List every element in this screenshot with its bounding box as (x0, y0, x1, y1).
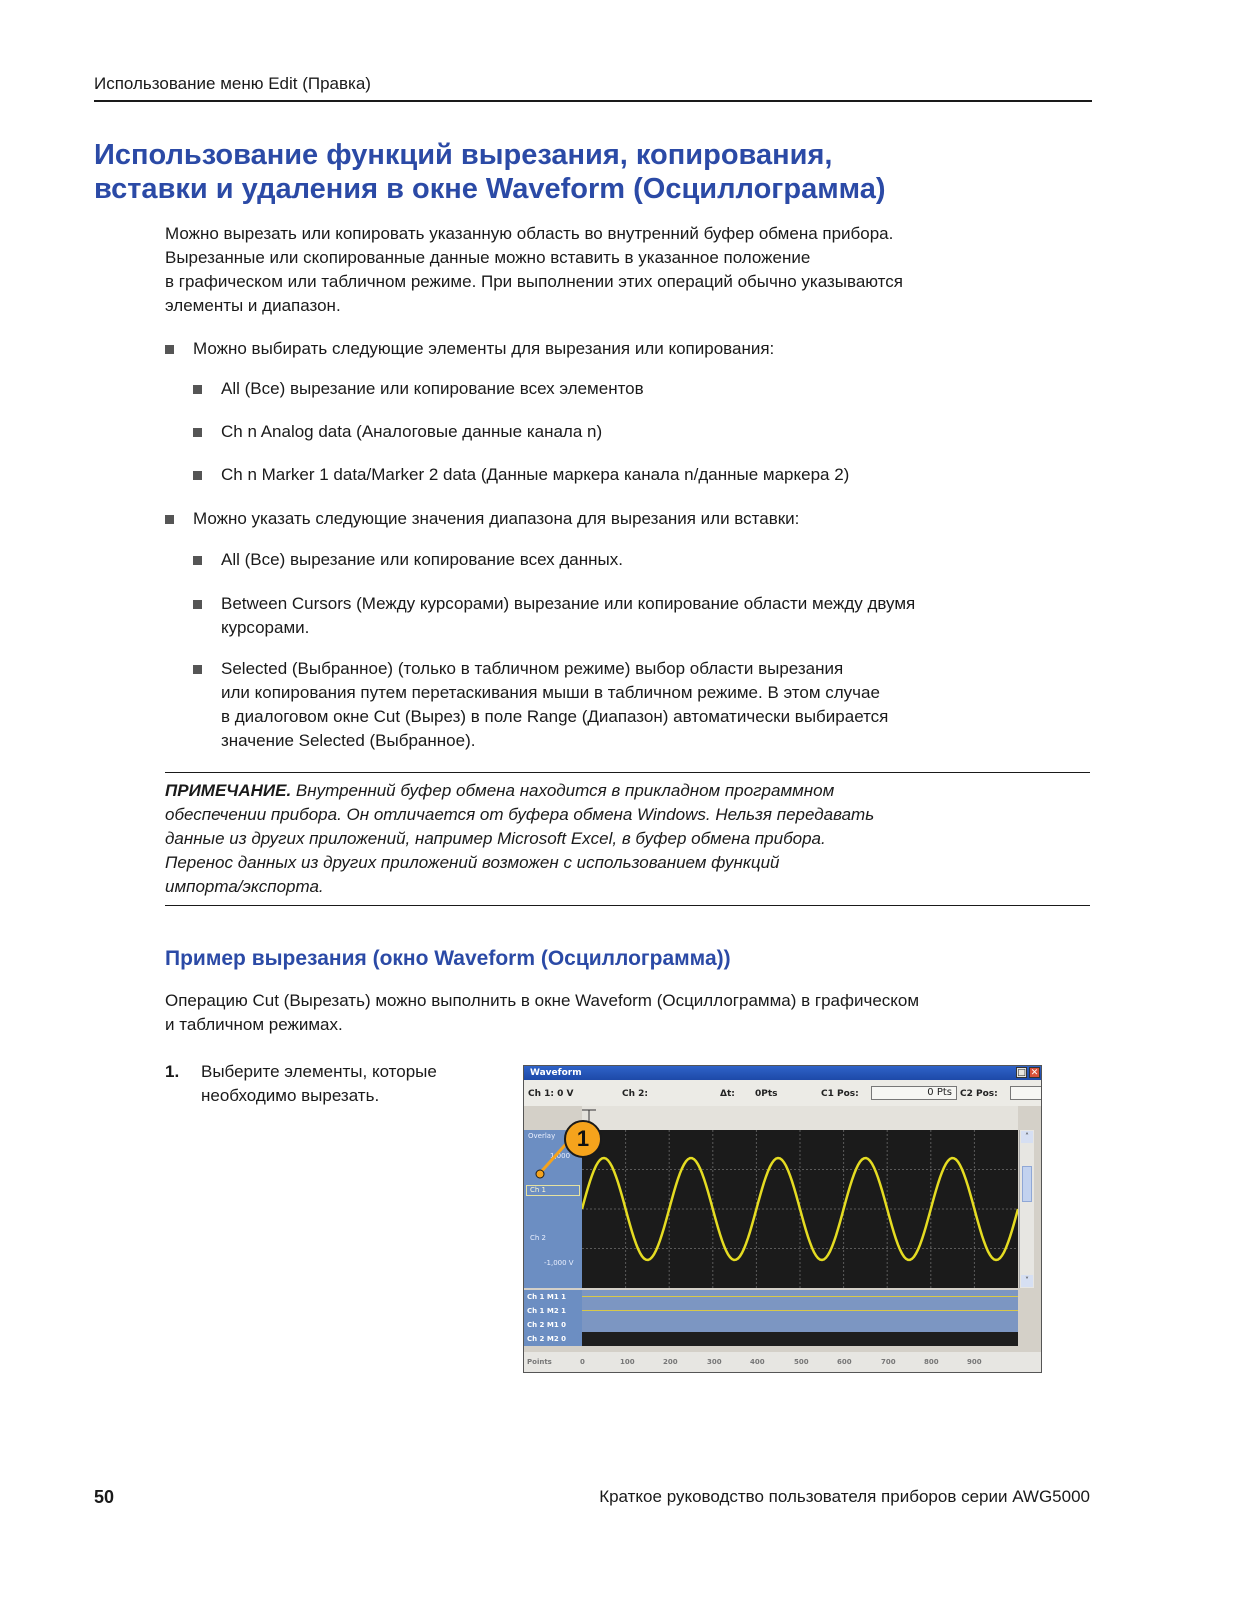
axis-tick: 900 (967, 1358, 982, 1366)
scale-bottom-label: -1,000 V (544, 1259, 574, 1267)
bullet-square-icon (193, 385, 202, 394)
scroll-up-icon[interactable]: ˄ (1021, 1131, 1033, 1143)
marker-label: Ch 1 M2 1 (524, 1304, 582, 1318)
cursor-gutter[interactable] (582, 1106, 1018, 1130)
bullet-square-icon (193, 428, 202, 437)
callout-badge: 1 (564, 1120, 602, 1158)
intro-paragraph (165, 222, 1065, 318)
running-header: Использование меню Edit (Правка) (94, 72, 1092, 102)
c2-pos-label: C2 Pos: (960, 1089, 998, 1099)
list-item-text: Ch n Analog data (Аналоговые данные канала n) (221, 422, 603, 441)
list-item-text: Можно указать следующие значения диапазона для вырезания или вставки: (193, 509, 800, 528)
list-item (165, 337, 1065, 361)
step-line: необходимо вырезать. (201, 1086, 380, 1105)
note-line: Перенос данных из других приложений возможен с использованием функций (165, 853, 780, 872)
list-item-line: Selected (Выбранное) (только в табличном режиме) выбор области вырезания (221, 659, 844, 678)
bullet-square-icon (193, 665, 202, 674)
section-line: и табличном режимах. (165, 1015, 343, 1034)
list-item-text: All (Все) вырезание или копирование всех данных. (221, 550, 623, 569)
page-number: 50 (94, 1487, 115, 1507)
marker-row[interactable] (524, 1290, 1018, 1304)
axis-tick: 600 (837, 1358, 852, 1366)
step-text (201, 1060, 495, 1108)
list-item (165, 507, 1065, 531)
axis-tick: 200 (663, 1358, 678, 1366)
delta-points-readout: 0Pts (755, 1089, 778, 1099)
list-item (193, 420, 1073, 444)
axis-tick: 400 (750, 1358, 765, 1366)
intro-line: Можно вырезать или копировать указанную область во внутренний буфер обмена прибора. (165, 224, 894, 243)
note-line: обеспечении прибора. Он отличается от буфера обмена Windows. Нельзя передавать (165, 805, 875, 824)
axis-tick: 0 (580, 1358, 585, 1366)
axis-tick: 500 (794, 1358, 809, 1366)
waveform-plot (582, 1130, 1018, 1288)
axis-label: Points (527, 1358, 552, 1366)
note-line: импорта/экспорта. (165, 877, 324, 896)
step-line: Выберите элементы, которые (201, 1062, 437, 1081)
axis-tick: 100 (620, 1358, 635, 1366)
list-item-text (221, 592, 1073, 640)
list-item (193, 592, 1073, 640)
list-item-line: Between Cursors (Между курсорами) вырезание или копирование области между двумя (221, 594, 916, 613)
note-box (165, 772, 1090, 906)
list-item-text (221, 657, 1073, 753)
ch2-readout: Ch 2: (622, 1089, 649, 1099)
list-item (193, 463, 1073, 487)
list-item (193, 657, 1073, 753)
scroll-thumb[interactable] (1022, 1166, 1032, 1202)
section-line: Операцию Cut (Вырезать) можно выполнить в окне Waveform (Осциллограмма) в графическом (165, 991, 920, 1010)
cursor-handle-icon[interactable] (582, 1106, 1018, 1130)
axis-tick: 300 (707, 1358, 722, 1366)
marker-label: Ch 2 M2 0 (524, 1332, 582, 1346)
scroll-down-icon[interactable]: ˅ (1021, 1275, 1033, 1287)
c1-pos-label: C1 Pos: (821, 1089, 859, 1099)
intro-line: элементы и диапазон. (165, 296, 341, 315)
marker-track (582, 1290, 1018, 1304)
list-item-text: Ch n Marker 1 data/Marker 2 data (Данные маркера канала n/данные маркера 2) (221, 465, 850, 484)
close-icon[interactable]: ✕ (1030, 1068, 1039, 1078)
note-label: ПРИМЕЧАНИЕ. (165, 781, 292, 800)
marker-row[interactable] (524, 1332, 1018, 1346)
marker-label: Ch 1 M1 1 (524, 1290, 582, 1304)
ch1-readout: Ch 1: 0 V (528, 1089, 574, 1099)
section-title: Пример вырезания (окно Waveform (Осциллограмма)) (165, 947, 731, 970)
marker-track (582, 1318, 1018, 1332)
bullet-square-icon (193, 600, 202, 609)
page-title-line1: Использование функций вырезания, копирования, (94, 139, 833, 171)
marker-track (582, 1332, 1018, 1346)
ch2-label[interactable]: Ch 2 (530, 1234, 547, 1242)
section-paragraph (165, 989, 1065, 1037)
marker-row[interactable] (524, 1304, 1018, 1318)
footer-doc-title: Краткое руководство пользователя приборов серии AWG5000 (599, 1487, 1090, 1506)
list-item-line: курсорами. (221, 618, 310, 637)
list-item (193, 548, 1073, 572)
waveform-window (523, 1065, 1042, 1373)
list-item-line: в диалоговом окне Cut (Вырез) в поле Range (Диапазон) автоматически выбирается (221, 707, 889, 726)
maximize-icon[interactable]: □ (1017, 1068, 1026, 1078)
ch1-selected-label[interactable]: Ch 1 (526, 1185, 580, 1196)
c1-pos-field[interactable]: 0 Pts (871, 1086, 957, 1100)
axis-tick: 800 (924, 1358, 939, 1366)
bullet-square-icon (193, 471, 202, 480)
marker-label: Ch 2 M1 0 (524, 1318, 582, 1332)
marker-track (582, 1304, 1018, 1318)
step-1 (165, 1060, 495, 1108)
overlay-label[interactable]: Overlay (528, 1132, 556, 1140)
list-item (193, 377, 1073, 401)
axis-tick: 700 (881, 1358, 896, 1366)
bullet-square-icon (165, 515, 174, 524)
c2-pos-field[interactable] (1010, 1086, 1042, 1100)
callout-pointer (520, 1140, 570, 1180)
marker-row[interactable] (524, 1318, 1018, 1332)
page-title (94, 138, 1094, 206)
waveform-titlebar (524, 1066, 1041, 1080)
step-number: 1. (165, 1062, 180, 1081)
waveform-toolbar (524, 1080, 1041, 1106)
list-item-text: All (Все) вырезание или копирование всех элементов (221, 379, 644, 398)
vertical-scrollbar[interactable] (1019, 1130, 1034, 1288)
waveform-window-title: Waveform (530, 1068, 582, 1078)
page-title-line2: вставки и удаления в окне Waveform (Осциллограмма) (94, 173, 886, 205)
delta-icon: Δt: (720, 1089, 735, 1099)
note-line: данные из других приложений, например Microsoft Excel, в буфер обмена прибора. (165, 829, 826, 848)
list-item-text: Можно выбирать следующие элементы для вырезания или копирования: (193, 339, 775, 358)
note-line: Внутренний буфер обмена находится в прикладном программном (295, 781, 835, 800)
bullet-square-icon (165, 345, 174, 354)
intro-line: Вырезанные или скопированные данные можно вставить в указанное положение (165, 248, 811, 267)
waveform-display[interactable] (582, 1130, 1018, 1288)
list-item-line: или копирования путем перетаскивания мыши в табличном режиме. В этом случае (221, 683, 880, 702)
points-axis (524, 1352, 1041, 1372)
list-item-line: значение Selected (Выбранное). (221, 731, 476, 750)
bullet-square-icon (193, 556, 202, 565)
scale-top-label: 1,000 (550, 1152, 571, 1160)
intro-line: в графическом или табличном режиме. При выполнении этих операций обычно указываются (165, 272, 903, 291)
